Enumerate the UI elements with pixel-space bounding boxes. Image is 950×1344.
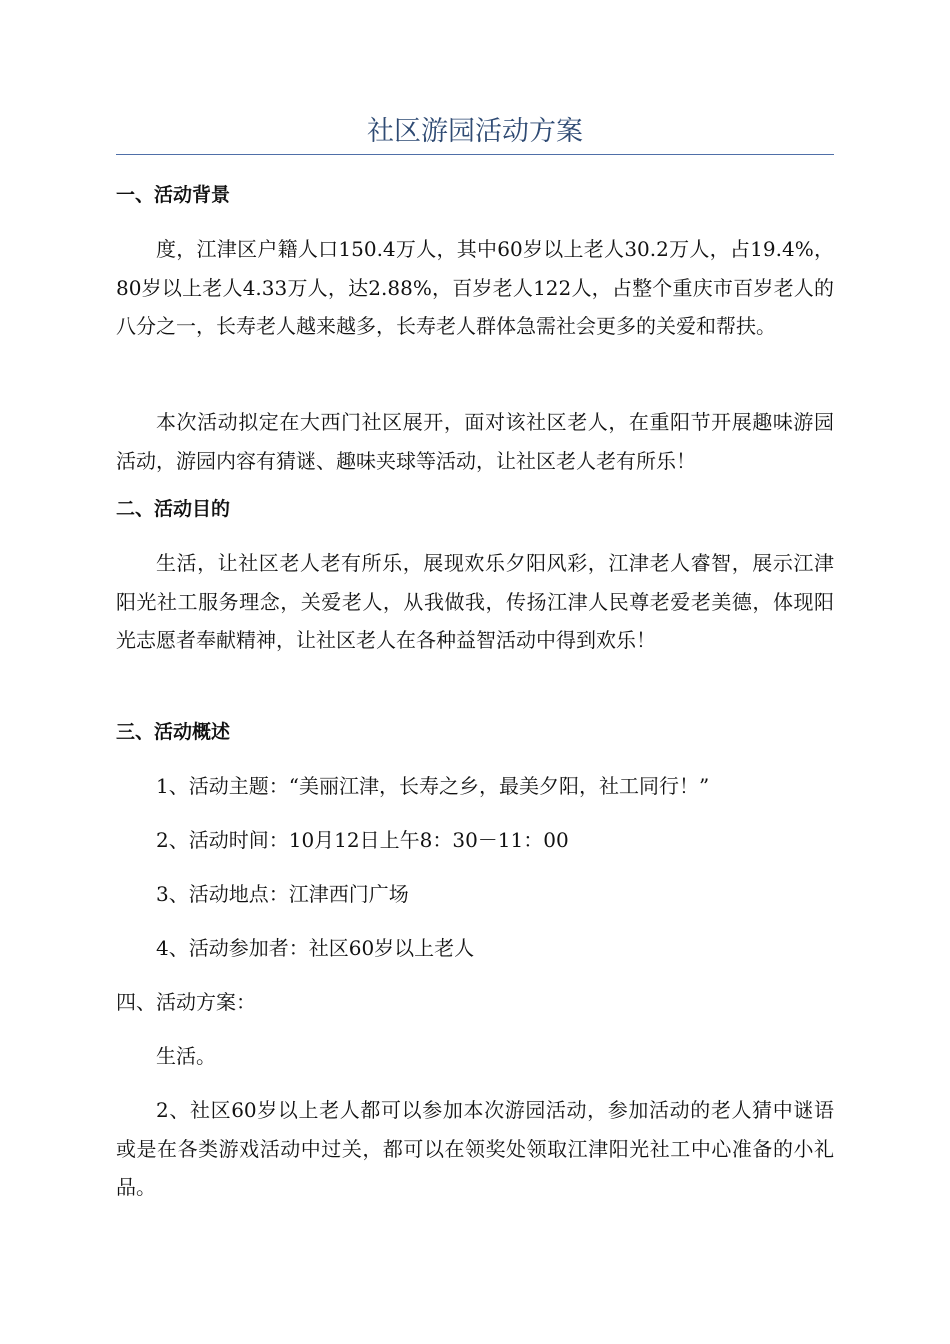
background-paragraph-1: 度，江津区户籍人口150.4万人，其中60岁以上老人30.2万人，占19.4%，80岁以上老人4.33万人，达2.88%，百岁老人122人，占整个重庆市百岁老人的八分之一，长寿老人越来越多，长寿老人群体急需社会更多的关爱和帮扶。 (116, 237, 834, 338)
section-heading-overview: 三、活动概述 (116, 721, 231, 743)
overview-item-participants: 4、活动参加者：社区60岁以上老人 (156, 936, 475, 960)
overview-item-theme: 1、活动主题：“美丽江津，长寿之乡，最美夕阳，社工同行！” (156, 774, 710, 798)
plan-paragraph-1: 生活。 (156, 1044, 216, 1068)
document-title: 社区游园活动方案 (367, 116, 583, 147)
background-paragraph-2: 本次活动拟定在大西门社区展开，面对该社区老人，在重阳节开展趣味游园活动，游园内容有猜谜、趣味夹球等活动，让社区老人老有所乐！ (116, 410, 834, 473)
section-heading-plan: 四、活动方案： (116, 990, 256, 1014)
section-heading-purpose: 二、活动目的 (116, 498, 231, 520)
purpose-paragraph: 生活，让社区老人老有所乐，展现欢乐夕阳风彩，江津老人睿智，展示江津阳光社工服务理念，关爱老人，从我做我，传扬江津人民尊老爱老美德，体现阳光志愿者奉献精神，让社区老人在各种益智活动中得到欢乐！ (116, 551, 834, 652)
section-heading-background: 一、活动背景 (116, 184, 231, 206)
overview-item-time: 2、活动时间：10月12日上午8：30－11：00 (156, 828, 569, 852)
overview-item-location: 3、活动地点：江津西门广场 (156, 882, 409, 906)
title-underline (116, 154, 834, 155)
plan-paragraph-2: 2、社区60岁以上老人都可以参加本次游园活动，参加活动的老人猜中谜语或是在各类游戏活动中过关，都可以在领奖处领取江津阳光社工中心准备的小礼品。 (116, 1098, 834, 1199)
